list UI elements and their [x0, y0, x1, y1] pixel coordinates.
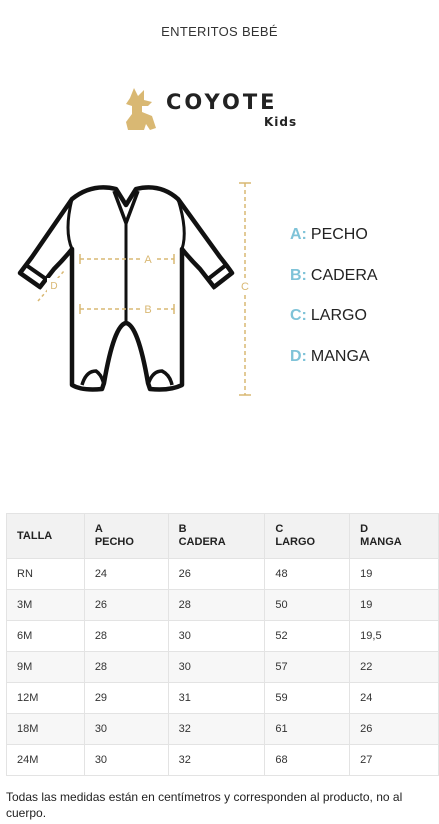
- measure-a-label: A: [144, 254, 152, 266]
- table-cell: RN: [7, 559, 85, 590]
- table-cell: 28: [84, 621, 168, 652]
- legend-item-pecho: [290, 226, 378, 267]
- table-cell: 19: [350, 590, 439, 621]
- table-row: [7, 590, 439, 621]
- logo-wordmark: COYOTE: [166, 90, 278, 114]
- measure-c-label: C: [241, 281, 249, 293]
- table-cell: 48: [265, 559, 350, 590]
- table-cell: 26: [84, 590, 168, 621]
- table-cell: 19: [350, 559, 439, 590]
- measurement-note: Todas las medidas están en centímetros y corresponden al producto, no al cuerpo.: [6, 790, 403, 820]
- table-cell: 32: [168, 714, 265, 745]
- table-cell: 68: [265, 745, 350, 776]
- table-cell: 26: [350, 714, 439, 745]
- table-cell: 32: [168, 745, 265, 776]
- table-cell: 22: [350, 652, 439, 683]
- table-cell: 18M: [7, 714, 85, 745]
- table-cell: 59: [265, 683, 350, 714]
- legend-item-largo: [290, 307, 378, 348]
- legend-letter: C:: [290, 307, 307, 324]
- table-header-row: [7, 514, 439, 559]
- table-cell: 28: [84, 652, 168, 683]
- table-cell: 61: [265, 714, 350, 745]
- logo-subtitle: Kids: [264, 115, 298, 129]
- table-cell: 9M: [7, 652, 85, 683]
- table-cell: 30: [168, 621, 265, 652]
- legend-item-cadera: [290, 267, 378, 308]
- measurement-legend: [290, 226, 378, 388]
- measure-d-label: D: [50, 281, 58, 292]
- onesie-diagram: [10, 175, 270, 405]
- legend-letter: D:: [290, 347, 307, 365]
- measure-b-label: B: [144, 304, 152, 316]
- table-cell: 27: [350, 745, 439, 776]
- table-row: [7, 745, 439, 776]
- header-manga: D MANGA: [350, 514, 439, 559]
- legend-letter: B:: [290, 266, 307, 284]
- coyote-icon: [122, 86, 162, 132]
- legend-label: LARGO: [310, 307, 367, 324]
- table-cell: 29: [84, 683, 168, 714]
- size-table: [6, 513, 439, 776]
- table-row: [7, 714, 439, 745]
- table-cell: 24: [350, 683, 439, 714]
- table-row: [7, 683, 439, 714]
- table-cell: 24: [84, 559, 168, 590]
- table-cell: 19,5: [350, 621, 439, 652]
- table-row: [7, 652, 439, 683]
- table-cell: 3M: [7, 590, 85, 621]
- table-cell: 57: [265, 652, 350, 683]
- header-talla: TALLA: [7, 514, 85, 559]
- table-cell: 28: [168, 590, 265, 621]
- table-cell: 30: [84, 714, 168, 745]
- table-cell: 24M: [7, 745, 85, 776]
- header-cadera: B CADERA: [168, 514, 265, 559]
- legend-letter: A:: [290, 226, 307, 243]
- legend-item-manga: [290, 348, 378, 389]
- table-row: [7, 621, 439, 652]
- legend-label: CADERA: [310, 266, 378, 284]
- table-cell: 26: [168, 559, 265, 590]
- legend-label: PECHO: [310, 226, 368, 243]
- table-cell: 52: [265, 621, 350, 652]
- header-pecho: A PECHO: [84, 514, 168, 559]
- table-cell: 31: [168, 683, 265, 714]
- table-cell: 30: [168, 652, 265, 683]
- table-cell: 50: [265, 590, 350, 621]
- page-title: ENTERITOS BEBÉ: [161, 24, 278, 39]
- legend-label: MANGA: [310, 347, 370, 365]
- table-cell: 6M: [7, 621, 85, 652]
- table-cell: 12M: [7, 683, 85, 714]
- header-largo: C LARGO: [265, 514, 350, 559]
- brand-logo: [122, 86, 322, 136]
- table-row: [7, 559, 439, 590]
- table-cell: 30: [84, 745, 168, 776]
